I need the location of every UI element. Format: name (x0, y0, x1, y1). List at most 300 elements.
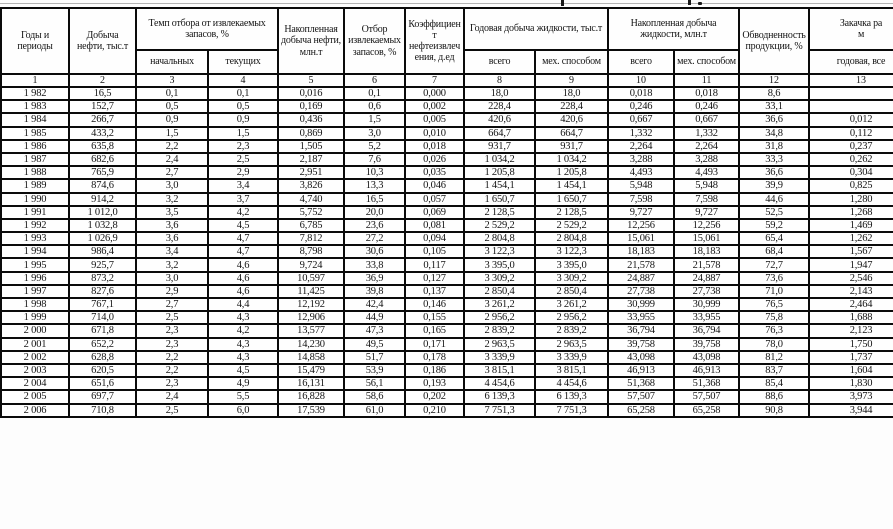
cell-annual-liquid-mech: 420,6 (535, 113, 608, 126)
cell-reserves-withdrawal: 20,0 (344, 206, 405, 219)
cell-cumulative-oil: 16,131 (278, 377, 344, 390)
cell-oil-production: 914,2 (69, 193, 136, 206)
cell-reserves-withdrawal: 23,6 (344, 219, 405, 232)
cell-cumulative-liquid-mech: 51,368 (674, 377, 739, 390)
cell-withdrawal-initial: 3,4 (136, 245, 208, 258)
cell-year: 1 996 (1, 272, 69, 285)
cell-injection-annual: 0,112 (809, 127, 893, 140)
cell-annual-liquid-total: 420,6 (464, 113, 535, 126)
cell-reserves-withdrawal: 10,3 (344, 166, 405, 179)
cell-annual-liquid-total: 2 850,4 (464, 285, 535, 298)
cell-recovery-factor: 0,002 (405, 100, 464, 113)
cell-reserves-withdrawal: 42,4 (344, 298, 405, 311)
cell-cumulative-liquid-total: 30,999 (608, 298, 674, 311)
cell-injection-annual: 0,237 (809, 140, 893, 153)
cell-injection-annual (809, 100, 893, 113)
cell-injection-annual: 1,604 (809, 364, 893, 377)
cell-injection-annual: 0,825 (809, 179, 893, 192)
cell-withdrawal-initial: 2,5 (136, 404, 208, 417)
cell-withdrawal-current: 4,3 (208, 311, 278, 324)
cell-withdrawal-current: 4,6 (208, 285, 278, 298)
cell-cumulative-oil: 2,951 (278, 166, 344, 179)
cell-water-cut: 36,6 (739, 166, 809, 179)
cell-withdrawal-current: 0,5 (208, 100, 278, 113)
cell-withdrawal-initial: 0,9 (136, 113, 208, 126)
cell-water-cut: 72,7 (739, 258, 809, 271)
table-row (1, 338, 893, 351)
cell-cumulative-oil: 3,826 (278, 179, 344, 192)
cropped-title-fragment (698, 2, 702, 5)
cell-recovery-factor: 0,127 (405, 272, 464, 285)
cell-cumulative-oil: 4,740 (278, 193, 344, 206)
cell-cumulative-liquid-mech: 57,507 (674, 390, 739, 403)
cell-reserves-withdrawal: 39,8 (344, 285, 405, 298)
cell-cumulative-liquid-mech: 0,018 (674, 87, 739, 100)
cell-injection-annual: 1,830 (809, 377, 893, 390)
subheader-cumulative-liquid-mech: мех. способом (674, 50, 739, 74)
cell-year: 2 002 (1, 351, 69, 364)
cell-withdrawal-current: 0,1 (208, 87, 278, 100)
cell-reserves-withdrawal: 36,9 (344, 272, 405, 285)
table-row (1, 87, 893, 100)
cell-oil-production: 682,6 (69, 153, 136, 166)
cell-year: 2 006 (1, 404, 69, 417)
cell-withdrawal-initial: 3,0 (136, 272, 208, 285)
cell-injection-annual: 3,973 (809, 390, 893, 403)
cell-cumulative-liquid-total: 57,507 (608, 390, 674, 403)
cell-withdrawal-initial: 3,2 (136, 193, 208, 206)
cell-recovery-factor: 0,057 (405, 193, 464, 206)
cell-recovery-factor: 0,117 (405, 258, 464, 271)
cell-withdrawal-current: 4,2 (208, 206, 278, 219)
cell-recovery-factor: 0,005 (405, 113, 464, 126)
header-cumulative-oil: Накопленная добыча нефти, млн.т (278, 8, 344, 74)
cell-cumulative-oil: 15,479 (278, 364, 344, 377)
cell-injection-annual: 1,750 (809, 338, 893, 351)
cell-year: 1 998 (1, 298, 69, 311)
cell-cumulative-liquid-mech: 39,758 (674, 338, 739, 351)
cell-year: 1 987 (1, 153, 69, 166)
cell-cumulative-liquid-total: 33,955 (608, 311, 674, 324)
cell-recovery-factor: 0,035 (405, 166, 464, 179)
cell-reserves-withdrawal: 56,1 (344, 377, 405, 390)
cell-water-cut: 44,6 (739, 193, 809, 206)
cell-annual-liquid-mech: 2 128,5 (535, 206, 608, 219)
cell-withdrawal-current: 2,5 (208, 153, 278, 166)
cell-cumulative-liquid-total: 0,246 (608, 100, 674, 113)
header-years: Годы и периоды (1, 8, 69, 74)
cell-reserves-withdrawal: 27,2 (344, 232, 405, 245)
cell-oil-production: 152,7 (69, 100, 136, 113)
cell-water-cut: 34,8 (739, 127, 809, 140)
cell-year: 2 005 (1, 390, 69, 403)
cell-cumulative-liquid-total: 15,061 (608, 232, 674, 245)
cell-cumulative-liquid-total: 51,368 (608, 377, 674, 390)
cell-cumulative-liquid-mech: 27,738 (674, 285, 739, 298)
cell-cumulative-liquid-total: 1,332 (608, 127, 674, 140)
cell-annual-liquid-total: 2 529,2 (464, 219, 535, 232)
subheader-injection-annual: годовая, все (809, 50, 893, 74)
cell-cumulative-oil: 7,812 (278, 232, 344, 245)
cell-year: 1 985 (1, 127, 69, 140)
cell-annual-liquid-mech: 7 751,3 (535, 404, 608, 417)
table-row (1, 193, 893, 206)
cell-reserves-withdrawal: 47,3 (344, 324, 405, 337)
column-number-row (1, 74, 893, 87)
cell-cumulative-liquid-mech: 3,288 (674, 153, 739, 166)
cell-year: 1 997 (1, 285, 69, 298)
cell-cumulative-liquid-mech: 9,727 (674, 206, 739, 219)
cell-injection-annual: 0,262 (809, 153, 893, 166)
cell-oil-production: 1 012,0 (69, 206, 136, 219)
cell-annual-liquid-mech: 3 339,9 (535, 351, 608, 364)
col-number-9: 9 (535, 74, 608, 87)
cell-annual-liquid-mech: 2 839,2 (535, 324, 608, 337)
cell-cumulative-liquid-mech: 5,948 (674, 179, 739, 192)
cell-year: 1 992 (1, 219, 69, 232)
cell-oil-production: 266,7 (69, 113, 136, 126)
cell-recovery-factor: 0,018 (405, 140, 464, 153)
cell-water-cut: 39,9 (739, 179, 809, 192)
cell-cumulative-liquid-total: 36,794 (608, 324, 674, 337)
cell-reserves-withdrawal: 13,3 (344, 179, 405, 192)
cell-oil-production: 767,1 (69, 298, 136, 311)
cell-oil-production: 628,8 (69, 351, 136, 364)
cell-annual-liquid-total: 2 963,5 (464, 338, 535, 351)
page-edge-line (0, 3, 893, 4)
cell-reserves-withdrawal: 58,6 (344, 390, 405, 403)
subheader-withdrawal-current: текущих (208, 50, 278, 74)
cell-reserves-withdrawal: 61,0 (344, 404, 405, 417)
cell-injection-annual: 2,546 (809, 272, 893, 285)
table-row (1, 377, 893, 390)
table-row (1, 390, 893, 403)
col-number-8: 8 (464, 74, 535, 87)
cell-injection-annual: 0,304 (809, 166, 893, 179)
cell-annual-liquid-total: 664,7 (464, 127, 535, 140)
cell-cumulative-oil: 0,169 (278, 100, 344, 113)
table-row (1, 404, 893, 417)
cell-annual-liquid-mech: 1 650,7 (535, 193, 608, 206)
cell-annual-liquid-total: 2 804,8 (464, 232, 535, 245)
cell-withdrawal-initial: 2,5 (136, 311, 208, 324)
table-row (1, 113, 893, 126)
col-number-1: 1 (1, 74, 69, 87)
cell-annual-liquid-mech: 2 963,5 (535, 338, 608, 351)
cell-withdrawal-current: 4,7 (208, 245, 278, 258)
cell-cumulative-liquid-total: 27,738 (608, 285, 674, 298)
cell-withdrawal-initial: 2,2 (136, 364, 208, 377)
cell-year: 1 984 (1, 113, 69, 126)
cell-oil-production: 651,6 (69, 377, 136, 390)
cell-annual-liquid-total: 4 454,6 (464, 377, 535, 390)
cell-withdrawal-current: 4,3 (208, 351, 278, 364)
cell-withdrawal-initial: 2,4 (136, 153, 208, 166)
cell-withdrawal-initial: 2,2 (136, 351, 208, 364)
table-row (1, 153, 893, 166)
cell-recovery-factor: 0,105 (405, 245, 464, 258)
cell-oil-production: 925,7 (69, 258, 136, 271)
cell-recovery-factor: 0,069 (405, 206, 464, 219)
subheader-annual-liquid-mech: мех. способом (535, 50, 608, 74)
cell-water-cut: 65,4 (739, 232, 809, 245)
cell-annual-liquid-total: 2 839,2 (464, 324, 535, 337)
cell-cumulative-liquid-mech: 65,258 (674, 404, 739, 417)
cell-oil-production: 1 032,8 (69, 219, 136, 232)
cell-withdrawal-current: 4,3 (208, 338, 278, 351)
cell-injection-annual: 1,262 (809, 232, 893, 245)
cell-withdrawal-initial: 2,7 (136, 166, 208, 179)
cell-water-cut: 68,4 (739, 245, 809, 258)
cell-cumulative-liquid-total: 2,264 (608, 140, 674, 153)
cell-annual-liquid-mech: 3 815,1 (535, 364, 608, 377)
cell-cumulative-oil: 8,798 (278, 245, 344, 258)
cell-cumulative-liquid-total: 46,913 (608, 364, 674, 377)
cell-withdrawal-initial: 2,3 (136, 338, 208, 351)
cell-cumulative-liquid-total: 24,887 (608, 272, 674, 285)
header-annual-liquid-group: Годовая добыча жидкости, тыс.т (464, 8, 608, 50)
cell-cumulative-liquid-mech: 21,578 (674, 258, 739, 271)
cell-cumulative-liquid-mech: 4,493 (674, 166, 739, 179)
cell-oil-production: 1 026,9 (69, 232, 136, 245)
cell-year: 1 986 (1, 140, 69, 153)
header-recovery-factor: Коэффициент нефтеизвлечения, д.ед (405, 8, 464, 74)
cell-annual-liquid-total: 1 034,2 (464, 153, 535, 166)
cell-annual-liquid-mech: 3 261,2 (535, 298, 608, 311)
cell-year: 1 990 (1, 193, 69, 206)
table-row (1, 285, 893, 298)
cell-recovery-factor: 0,010 (405, 127, 464, 140)
cell-cumulative-liquid-mech: 0,667 (674, 113, 739, 126)
cell-annual-liquid-mech: 2 529,2 (535, 219, 608, 232)
cell-reserves-withdrawal: 44,9 (344, 311, 405, 324)
cell-withdrawal-current: 3,4 (208, 179, 278, 192)
cell-water-cut: 8,6 (739, 87, 809, 100)
cell-recovery-factor: 0,193 (405, 377, 464, 390)
cell-withdrawal-current: 5,5 (208, 390, 278, 403)
cell-annual-liquid-total: 3 339,9 (464, 351, 535, 364)
cell-annual-liquid-total: 228,4 (464, 100, 535, 113)
cell-cumulative-oil: 2,187 (278, 153, 344, 166)
cell-annual-liquid-mech: 664,7 (535, 127, 608, 140)
col-number-2: 2 (69, 74, 136, 87)
cell-reserves-withdrawal: 3,0 (344, 127, 405, 140)
cell-withdrawal-current: 3,7 (208, 193, 278, 206)
cell-cumulative-liquid-mech: 7,598 (674, 193, 739, 206)
cell-recovery-factor: 0,081 (405, 219, 464, 232)
cell-water-cut: 71,0 (739, 285, 809, 298)
cell-oil-production: 433,2 (69, 127, 136, 140)
cell-cumulative-oil: 14,230 (278, 338, 344, 351)
cell-withdrawal-initial: 3,0 (136, 179, 208, 192)
table-row (1, 100, 893, 113)
cell-water-cut: 81,2 (739, 351, 809, 364)
cell-withdrawal-current: 4,5 (208, 364, 278, 377)
table-row (1, 219, 893, 232)
cell-injection-annual: 1,567 (809, 245, 893, 258)
cell-withdrawal-initial: 0,5 (136, 100, 208, 113)
col-number-6: 6 (344, 74, 405, 87)
cell-reserves-withdrawal: 1,5 (344, 113, 405, 126)
col-number-7: 7 (405, 74, 464, 87)
cell-oil-production: 873,2 (69, 272, 136, 285)
cell-year: 1 994 (1, 245, 69, 258)
cell-withdrawal-current: 4,5 (208, 219, 278, 232)
cell-annual-liquid-total: 3 261,2 (464, 298, 535, 311)
cell-cumulative-liquid-total: 0,018 (608, 87, 674, 100)
cell-withdrawal-current: 4,4 (208, 298, 278, 311)
cell-cumulative-oil: 5,752 (278, 206, 344, 219)
cell-recovery-factor: 0,137 (405, 285, 464, 298)
cell-annual-liquid-mech: 6 139,3 (535, 390, 608, 403)
cell-year: 1 991 (1, 206, 69, 219)
cell-injection-annual: 1,688 (809, 311, 893, 324)
cell-recovery-factor: 0,026 (405, 153, 464, 166)
cell-annual-liquid-mech: 18,0 (535, 87, 608, 100)
col-number-4: 4 (208, 74, 278, 87)
cell-annual-liquid-total: 2 956,2 (464, 311, 535, 324)
cell-cumulative-oil: 14,858 (278, 351, 344, 364)
cell-cumulative-liquid-mech: 0,246 (674, 100, 739, 113)
production-data-table-container (0, 7, 893, 418)
cell-cumulative-liquid-total: 39,758 (608, 338, 674, 351)
cell-withdrawal-current: 2,3 (208, 140, 278, 153)
cell-injection-annual: 2,123 (809, 324, 893, 337)
cell-cumulative-oil: 0,436 (278, 113, 344, 126)
cell-withdrawal-current: 1,5 (208, 127, 278, 140)
header-injection-group (809, 8, 893, 50)
header-cumulative-liquid-group: Накопленная добыча жидкости, млн.т (608, 8, 739, 50)
cropped-title-fragment (688, 0, 691, 5)
header-oil-production: Добыча нефти, тыс.т (69, 8, 136, 74)
cell-water-cut: 78,0 (739, 338, 809, 351)
cell-annual-liquid-mech: 1 454,1 (535, 179, 608, 192)
cell-recovery-factor: 0,146 (405, 298, 464, 311)
cell-withdrawal-initial: 2,3 (136, 377, 208, 390)
cell-annual-liquid-total: 7 751,3 (464, 404, 535, 417)
cell-water-cut: 33,1 (739, 100, 809, 113)
cell-cumulative-liquid-mech: 15,061 (674, 232, 739, 245)
cell-reserves-withdrawal: 53,9 (344, 364, 405, 377)
cell-annual-liquid-mech: 1 034,2 (535, 153, 608, 166)
cell-cumulative-liquid-total: 9,727 (608, 206, 674, 219)
cell-withdrawal-initial: 3,6 (136, 232, 208, 245)
cell-cumulative-oil: 0,869 (278, 127, 344, 140)
table-row (1, 140, 893, 153)
cell-cumulative-oil: 13,577 (278, 324, 344, 337)
header-injection-group-line1: Закачка ра (839, 17, 883, 29)
cell-year: 1 995 (1, 258, 69, 271)
cell-cumulative-liquid-total: 21,578 (608, 258, 674, 271)
cell-oil-production: 16,5 (69, 87, 136, 100)
cell-injection-annual: 1,737 (809, 351, 893, 364)
col-number-5: 5 (278, 74, 344, 87)
cell-annual-liquid-mech: 2 850,4 (535, 285, 608, 298)
cell-cumulative-liquid-total: 0,667 (608, 113, 674, 126)
cell-water-cut: 83,7 (739, 364, 809, 377)
cell-injection-annual: 3,944 (809, 404, 893, 417)
cell-injection-annual: 0,012 (809, 113, 893, 126)
cell-cumulative-oil: 11,425 (278, 285, 344, 298)
cell-cumulative-liquid-total: 43,098 (608, 351, 674, 364)
table-row (1, 232, 893, 245)
cell-cumulative-oil: 12,906 (278, 311, 344, 324)
cell-reserves-withdrawal: 7,6 (344, 153, 405, 166)
header-withdrawal-rate-group: Темп отбора от извлекаемых запасов, % (136, 8, 278, 50)
cell-oil-production: 671,8 (69, 324, 136, 337)
table-row (1, 351, 893, 364)
table-row (1, 298, 893, 311)
cell-annual-liquid-total: 3 309,2 (464, 272, 535, 285)
cell-reserves-withdrawal: 49,5 (344, 338, 405, 351)
cell-withdrawal-initial: 0,1 (136, 87, 208, 100)
cell-injection-annual: 1,469 (809, 219, 893, 232)
field-development-indicators-table (0, 7, 893, 418)
cell-injection-annual: 1,280 (809, 193, 893, 206)
cell-water-cut: 52,5 (739, 206, 809, 219)
subheader-cumulative-liquid-total: всего (608, 50, 674, 74)
cell-cumulative-oil: 16,828 (278, 390, 344, 403)
cell-cumulative-oil: 6,785 (278, 219, 344, 232)
cell-water-cut: 85,4 (739, 377, 809, 390)
cell-recovery-factor: 0,171 (405, 338, 464, 351)
cell-annual-liquid-total: 1 650,7 (464, 193, 535, 206)
cell-water-cut: 76,5 (739, 298, 809, 311)
cell-recovery-factor: 0,202 (405, 390, 464, 403)
header-injection-group-line2: м (857, 29, 865, 40)
cell-cumulative-liquid-mech: 30,999 (674, 298, 739, 311)
cell-reserves-withdrawal: 30,6 (344, 245, 405, 258)
cell-year: 1 999 (1, 311, 69, 324)
cell-injection-annual: 2,143 (809, 285, 893, 298)
cell-annual-liquid-total: 931,7 (464, 140, 535, 153)
cell-year: 1 993 (1, 232, 69, 245)
table-row (1, 245, 893, 258)
cell-annual-liquid-total: 1 205,8 (464, 166, 535, 179)
cell-oil-production: 986,4 (69, 245, 136, 258)
cell-cumulative-oil: 12,192 (278, 298, 344, 311)
cell-year: 2 004 (1, 377, 69, 390)
cell-recovery-factor: 0,046 (405, 179, 464, 192)
cell-annual-liquid-mech: 2 956,2 (535, 311, 608, 324)
cell-recovery-factor: 0,094 (405, 232, 464, 245)
cell-cumulative-liquid-total: 4,493 (608, 166, 674, 179)
cell-cumulative-liquid-mech: 2,264 (674, 140, 739, 153)
cell-recovery-factor: 0,210 (405, 404, 464, 417)
cell-cumulative-liquid-total: 18,183 (608, 245, 674, 258)
cell-withdrawal-initial: 2,3 (136, 324, 208, 337)
cell-water-cut: 33,3 (739, 153, 809, 166)
cell-injection-annual: 2,464 (809, 298, 893, 311)
header-reserves-withdrawal: Отбор извлекаемых запасов, % (344, 8, 405, 74)
cell-withdrawal-current: 4,6 (208, 258, 278, 271)
cell-withdrawal-current: 0,9 (208, 113, 278, 126)
cell-reserves-withdrawal: 51,7 (344, 351, 405, 364)
cell-recovery-factor: 0,000 (405, 87, 464, 100)
cell-water-cut: 90,8 (739, 404, 809, 417)
cell-year: 2 003 (1, 364, 69, 377)
cell-annual-liquid-total: 3 395,0 (464, 258, 535, 271)
cell-oil-production: 635,8 (69, 140, 136, 153)
cell-annual-liquid-total: 3 815,1 (464, 364, 535, 377)
cell-oil-production: 874,6 (69, 179, 136, 192)
cell-reserves-withdrawal: 0,6 (344, 100, 405, 113)
cell-withdrawal-current: 6,0 (208, 404, 278, 417)
cell-cumulative-liquid-mech: 1,332 (674, 127, 739, 140)
cell-withdrawal-current: 4,9 (208, 377, 278, 390)
table-row (1, 364, 893, 377)
cell-water-cut: 73,6 (739, 272, 809, 285)
